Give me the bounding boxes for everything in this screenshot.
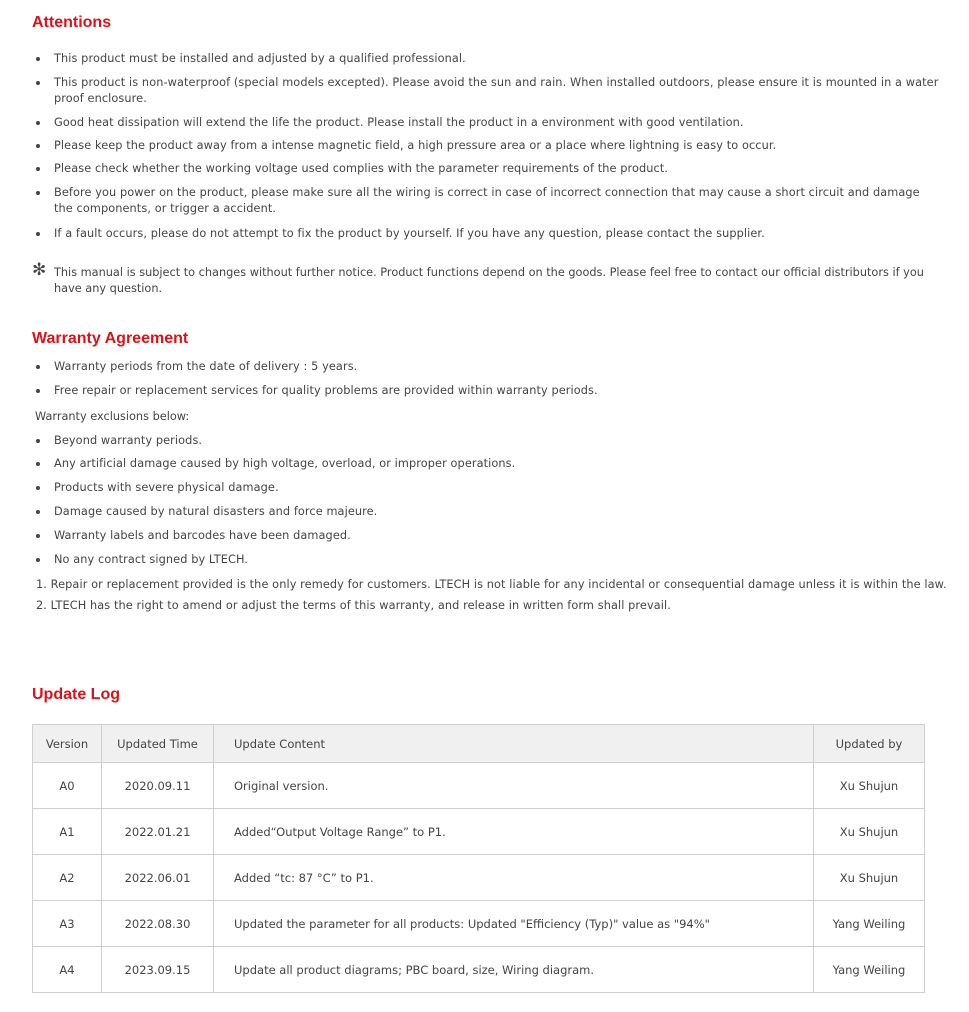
cell-updated-by: Yang Weiling — [814, 947, 925, 993]
list-item: Before you power on the product, please make sure all the wiring is correct in case of incorrect connection that may cause a short circuit and damage the components, or trigger a accident. — [32, 185, 934, 217]
bullet-icon — [36, 486, 40, 490]
list-item: Good heat dissipation will extend the life the product. Please install the product in a environment with good ventilation. — [32, 115, 744, 131]
bullet-icon — [36, 558, 40, 562]
update-log-heading: Update Log — [32, 686, 120, 703]
exclusions-label: Warranty exclusions below: — [35, 410, 190, 423]
cell-version: A2 — [33, 855, 102, 901]
table-row — [33, 947, 925, 993]
table-row — [33, 901, 925, 947]
bullet-icon — [36, 191, 40, 195]
cell-time: 2022.01.21 — [102, 809, 214, 855]
list-item: This product must be installed and adjusted by a qualified professional. — [32, 51, 466, 67]
bullet-icon — [36, 534, 40, 538]
update-log-table — [32, 724, 925, 993]
bullet-icon — [36, 167, 40, 171]
numbered-item: 2. LTECH has the right to amend or adjust the terms of this warranty, and release in written form shall prevail. — [36, 599, 671, 612]
disclaimer-note: ✻ This manual is subject to changes without further notice. Product functions depend on the goods. Please feel free to contact our official distributors if you have any question. — [32, 260, 924, 295]
list-item: Please check whether the working voltage used complies with the parameter requirements of the product. — [32, 161, 668, 177]
bullet-icon — [36, 232, 40, 236]
bullet-icon — [36, 144, 40, 148]
bullet-icon — [36, 510, 40, 514]
column-header-content: Update Content — [214, 725, 814, 763]
list-item: Products with severe physical damage. — [32, 480, 279, 496]
cell-content: Update all product diagrams; PBC board, size, Wiring diagram. — [214, 947, 814, 993]
cell-updated-by: Xu Shujun — [814, 809, 925, 855]
list-item: Warranty labels and barcodes have been damaged. — [32, 528, 351, 544]
list-item: Damage caused by natural disasters and force majeure. — [32, 504, 377, 520]
attentions-heading: Attentions — [32, 14, 112, 31]
cell-content: Added “tc: 87 °C” to P1. — [214, 855, 814, 901]
list-item: Please keep the product away from a intense magnetic field, a high pressure area or a place where lightning is easy to occur. — [32, 138, 776, 154]
table-header-row — [33, 725, 925, 763]
list-item: Warranty periods from the date of delivery : 5 years. — [32, 359, 357, 375]
column-header-time: Updated Time — [102, 725, 214, 763]
bullet-icon — [36, 462, 40, 466]
cell-content: Updated the parameter for all products: Updated "Efficiency (Typ)" value as "94%" — [214, 901, 814, 947]
cell-time: 2022.06.01 — [102, 855, 214, 901]
cell-content: Added“Output Voltage Range” to P1. — [214, 809, 814, 855]
cell-time: 2022.08.30 — [102, 901, 214, 947]
cell-version: A4 — [33, 947, 102, 993]
cell-time: 2023.09.15 — [102, 947, 214, 993]
table-row — [33, 763, 925, 809]
column-header-version: Version — [33, 725, 102, 763]
table-row — [33, 809, 925, 855]
list-item: Beyond warranty periods. — [32, 433, 202, 449]
list-item: This product is non-waterproof (special models excepted). Please avoid the sun and rain. When installed outdoors, please ensure it is mounted in a water proof enclosure. — [32, 75, 942, 107]
bullet-icon — [36, 389, 40, 393]
warranty-heading: Warranty Agreement — [32, 330, 189, 347]
cell-content: Original version. — [214, 763, 814, 809]
asterisk-icon: ✻ — [32, 260, 47, 280]
bullet-icon — [36, 81, 40, 85]
list-item: Free repair or replacement services for quality problems are provided within warranty periods. — [32, 383, 598, 399]
list-item: Any artificial damage caused by high voltage, overload, or improper operations. — [32, 456, 515, 472]
cell-updated-by: Xu Shujun — [814, 763, 925, 809]
cell-updated-by: Yang Weiling — [814, 901, 925, 947]
list-item: No any contract signed by LTECH. — [32, 552, 248, 568]
table-row — [33, 855, 925, 901]
cell-time: 2020.09.11 — [102, 763, 214, 809]
cell-version: A1 — [33, 809, 102, 855]
bullet-icon — [36, 57, 40, 61]
column-header-updated-by: Updated by — [814, 725, 925, 763]
cell-version: A0 — [33, 763, 102, 809]
list-item: If a fault occurs, please do not attempt to fix the product by yourself. If you have any question, please contact the supplier. — [32, 226, 765, 242]
cell-updated-by: Xu Shujun — [814, 855, 925, 901]
bullet-icon — [36, 365, 40, 369]
bullet-icon — [36, 439, 40, 443]
numbered-item: 1. Repair or replacement provided is the only remedy for customers. LTECH is not liable for any incidental or consequential damage unless it is within the law. — [36, 578, 947, 591]
bullet-icon — [36, 121, 40, 125]
cell-version: A3 — [33, 901, 102, 947]
